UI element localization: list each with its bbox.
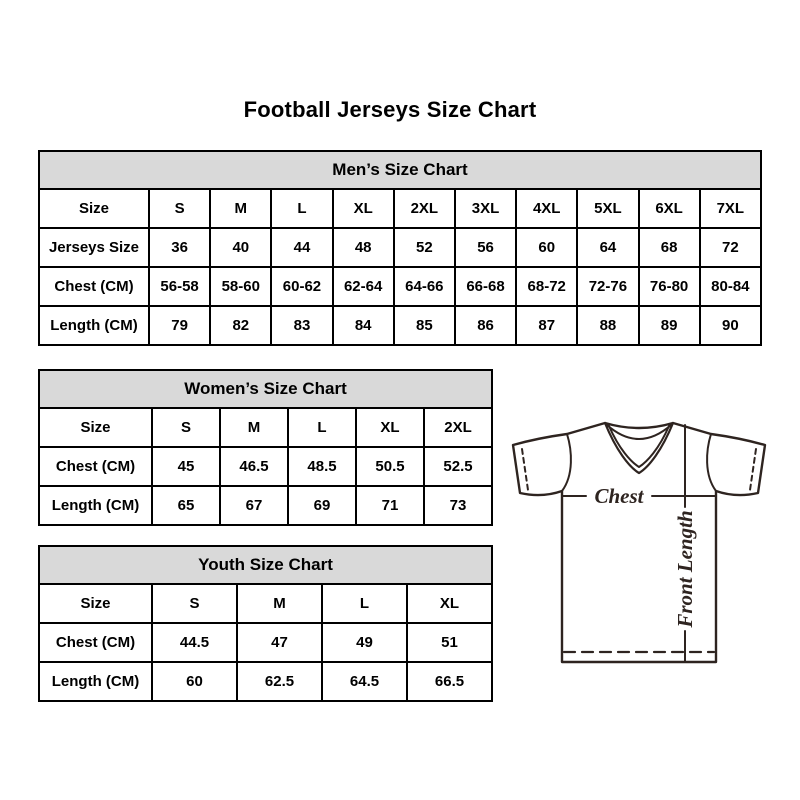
chest-measure-label: Chest (594, 484, 644, 508)
size-header-cell: S (152, 408, 220, 447)
value-cell: 82 (210, 306, 271, 345)
value-cell: 69 (288, 486, 356, 525)
size-header-cell: S (149, 189, 210, 228)
value-cell: 90 (700, 306, 761, 345)
size-header-cell: 2XL (424, 408, 492, 447)
value-cell: 40 (210, 228, 271, 267)
value-cell: 89 (639, 306, 700, 345)
value-cell: 36 (149, 228, 210, 267)
size-header-cell: 3XL (455, 189, 516, 228)
womens-size-chart-table (38, 369, 493, 526)
table-title: Youth Size Chart (39, 546, 492, 584)
value-cell: 44.5 (152, 623, 237, 662)
size-header-cell: XL (333, 189, 394, 228)
value-cell: 52 (394, 228, 455, 267)
row-label: Chest (CM) (39, 447, 152, 486)
size-header-cell: L (322, 584, 407, 623)
youth-size-chart-table (38, 545, 493, 702)
size-header-cell: M (220, 408, 288, 447)
value-cell: 49 (322, 623, 407, 662)
row-label: Chest (CM) (39, 267, 149, 306)
value-cell: 65 (152, 486, 220, 525)
value-cell: 72-76 (577, 267, 638, 306)
value-cell: 64.5 (322, 662, 407, 701)
value-cell: 66.5 (407, 662, 492, 701)
value-cell: 56-58 (149, 267, 210, 306)
page-title: Football Jerseys Size Chart (243, 97, 537, 122)
value-cell: 88 (577, 306, 638, 345)
size-header-cell: M (237, 584, 322, 623)
size-header-cell: S (152, 584, 237, 623)
row-label: Length (CM) (39, 662, 152, 701)
value-cell: 66-68 (455, 267, 516, 306)
jersey-measurement-diagram (500, 405, 772, 670)
value-cell: 67 (220, 486, 288, 525)
value-cell: 44 (271, 228, 332, 267)
value-cell: 46.5 (220, 447, 288, 486)
row-label-size: Size (39, 408, 152, 447)
size-header-cell: XL (407, 584, 492, 623)
value-cell: 64 (577, 228, 638, 267)
value-cell: 84 (333, 306, 394, 345)
row-label: Jerseys Size (39, 228, 149, 267)
table-title: Men’s Size Chart (39, 151, 761, 189)
value-cell: 87 (516, 306, 577, 345)
size-header-cell: 4XL (516, 189, 577, 228)
size-header-cell: M (210, 189, 271, 228)
jersey-outline (513, 423, 765, 662)
size-header-cell: 7XL (700, 189, 761, 228)
value-cell: 45 (152, 447, 220, 486)
value-cell: 64-66 (394, 267, 455, 306)
mens-size-chart-table (38, 150, 762, 346)
size-header-cell: L (288, 408, 356, 447)
value-cell: 76-80 (639, 267, 700, 306)
value-cell: 86 (455, 306, 516, 345)
value-cell: 52.5 (424, 447, 492, 486)
value-cell: 60 (516, 228, 577, 267)
value-cell: 50.5 (356, 447, 424, 486)
table-title: Women’s Size Chart (39, 370, 492, 408)
value-cell: 85 (394, 306, 455, 345)
value-cell: 56 (455, 228, 516, 267)
front-length-measure-label: Front Length (673, 510, 697, 628)
value-cell: 83 (271, 306, 332, 345)
size-header-cell: 2XL (394, 189, 455, 228)
value-cell: 79 (149, 306, 210, 345)
size-header-cell: L (271, 189, 332, 228)
value-cell: 48 (333, 228, 394, 267)
row-label-size: Size (39, 584, 152, 623)
value-cell: 80-84 (700, 267, 761, 306)
size-header-cell: 5XL (577, 189, 638, 228)
size-header-cell: XL (356, 408, 424, 447)
jersey-diagram-svg (500, 405, 772, 670)
value-cell: 68-72 (516, 267, 577, 306)
row-label: Length (CM) (39, 486, 152, 525)
row-label-size: Size (39, 189, 149, 228)
value-cell: 68 (639, 228, 700, 267)
value-cell: 60-62 (271, 267, 332, 306)
value-cell: 62-64 (333, 267, 394, 306)
value-cell: 48.5 (288, 447, 356, 486)
row-label: Length (CM) (39, 306, 149, 345)
row-label: Chest (CM) (39, 623, 152, 662)
value-cell: 72 (700, 228, 761, 267)
value-cell: 71 (356, 486, 424, 525)
value-cell: 62.5 (237, 662, 322, 701)
value-cell: 73 (424, 486, 492, 525)
value-cell: 47 (237, 623, 322, 662)
value-cell: 60 (152, 662, 237, 701)
size-header-cell: 6XL (639, 189, 700, 228)
value-cell: 51 (407, 623, 492, 662)
value-cell: 58-60 (210, 267, 271, 306)
